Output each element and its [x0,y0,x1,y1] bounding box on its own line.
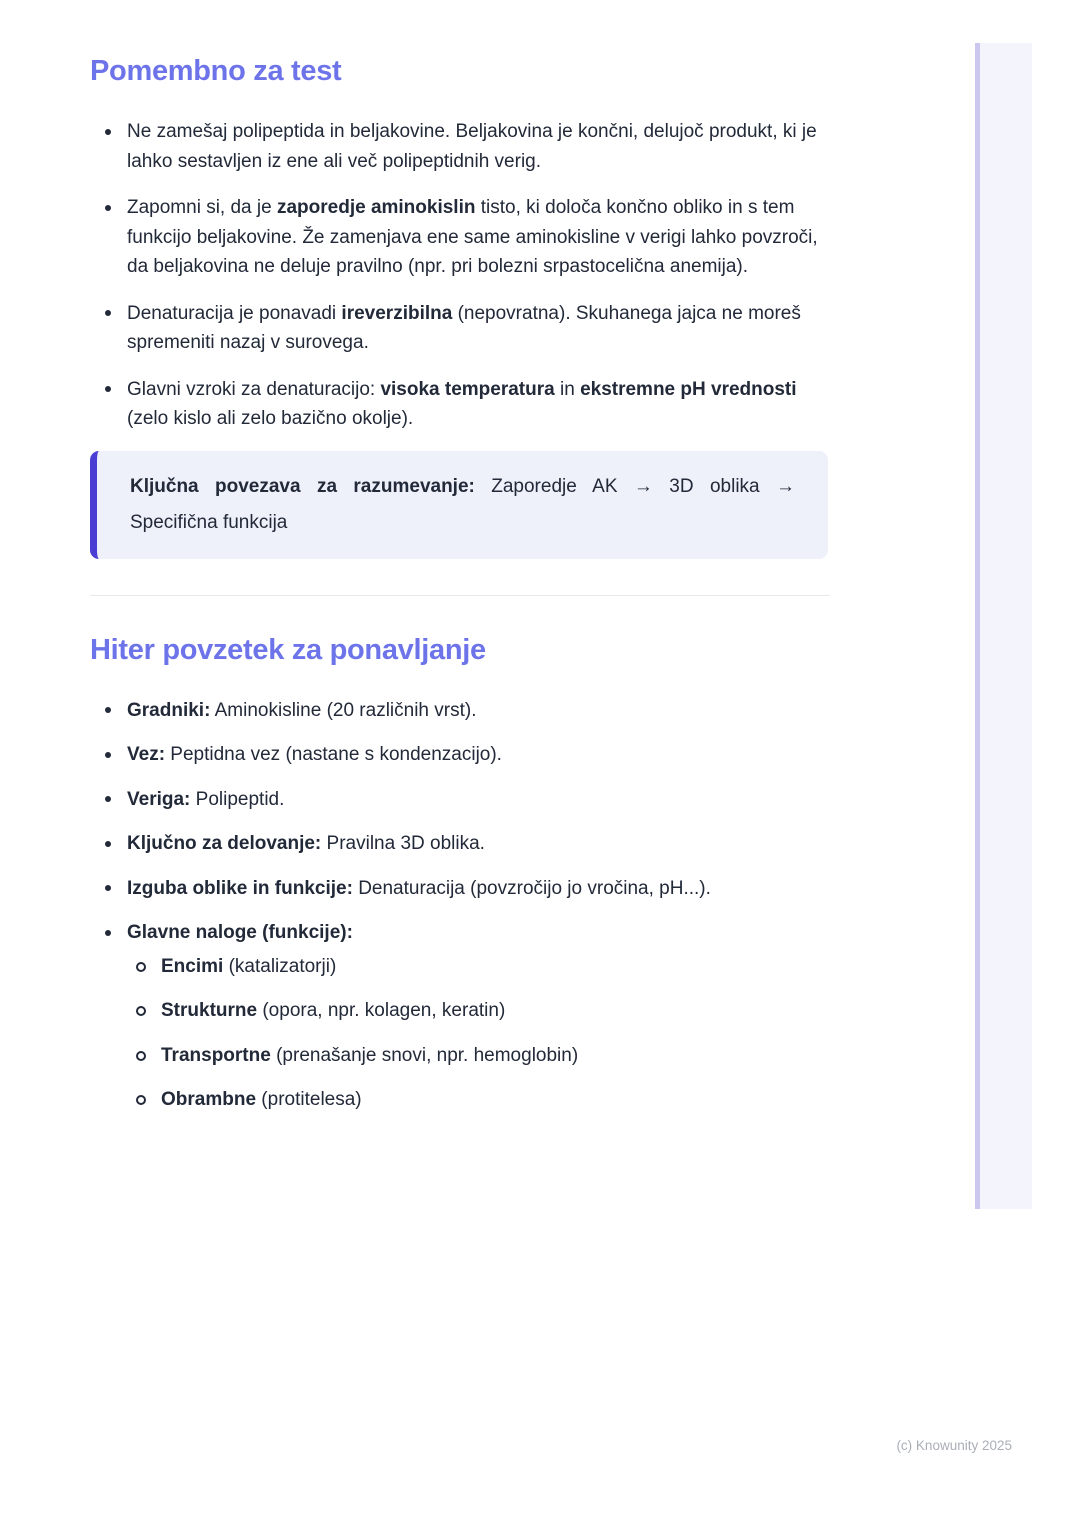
sub-list-item [127,1085,834,1115]
list-item [90,375,834,434]
bullet-dot-icon [105,841,111,847]
text-run: Specifična funkcija [130,511,288,533]
section-divider [90,595,830,596]
bold-text-run: Encimi [161,955,224,977]
bullet-circle-icon [136,1051,146,1061]
bullet-dot-icon [105,129,111,135]
list-item-text [127,833,485,854]
bold-text-run: Obrambne [161,1089,257,1110]
bold-text-run: Vez: [127,744,166,765]
list-item-text [127,303,801,354]
callout-text-line-1 [130,469,795,505]
bullet-dot-icon [105,796,111,802]
text-run: Zaporedje AK → 3D oblika → [474,475,795,497]
sub-list-item [127,1041,834,1071]
bold-text-run: ekstremne pH vrednosti [580,378,797,400]
list-item [90,299,834,358]
list-item [90,874,834,904]
text-run: Polipeptid. [190,788,285,810]
sub-list-item-text [161,956,336,977]
list-item-text [127,379,797,430]
list-item [90,117,834,176]
bullet-dot-icon [105,752,111,758]
bullet-dot-icon [105,930,111,936]
bold-text-run: Transportne [161,1044,271,1066]
bullet-dot-icon [105,707,111,713]
text-run: Denaturacija je ponavadi [127,302,342,324]
section-title-pomembno: Pomembno za test [90,55,342,87]
sub-list-item-text [161,1000,505,1021]
sub-list [127,952,834,1115]
text-run: Ne zamešaj polipeptida in beljakovine. Beljakovina je končni, delujoč produkt, ki je lahko sestavljen iz ene ali več polipeptidnih verig. [127,121,817,172]
sub-list-item-text [161,1089,362,1110]
list-item [90,829,834,859]
bold-text-run: visoka temperatura [380,378,555,400]
text-run: Zapomni si, da je [127,197,277,218]
list-item-text [127,197,818,277]
list-item-text [127,922,353,943]
text-run: Denaturacija (povzročijo jo vročina, pH...). [352,877,711,899]
text-run: in [554,378,581,400]
text-run: (prenašanje snovi, npr. hemoglobin) [270,1044,579,1066]
copyright-footer: (c) Knowunity 2025 [896,1438,1012,1453]
list-item [90,193,834,282]
sub-list-item [127,996,834,1026]
bullet-circle-icon [136,1006,146,1016]
bullet-circle-icon [136,1095,146,1105]
bullet-circle-icon [136,962,146,972]
bold-text-run: Veriga: [127,788,191,810]
page-margin-stripe [975,43,1032,1209]
bold-text-run: Gradniki: [127,699,211,721]
text-run: Peptidna vez (nastane s kondenzacijo). [165,744,502,765]
bullet-dot-icon [105,885,111,891]
notes-content [90,55,834,1130]
list-item [90,785,834,815]
bullet-dot-icon [105,386,111,392]
bold-text-run: Ključno za delovanje: [127,833,322,854]
text-run: (protitelesa) [256,1089,362,1110]
section-title-hiter-povzetek: Hiter povzetek za ponavljanje [90,633,486,666]
text-run: Glavni vzroki za denaturacijo: [127,378,381,400]
list-item [90,740,834,770]
list-item-text [127,744,502,765]
text-run: (zelo kislo ali zelo bazično okolje). [127,408,414,429]
text-run: Aminokisline (20 različnih vrst). [210,699,477,721]
bold-text-run: Ključna povezava za razumevanje: [130,475,475,497]
callout-text-line-2 [130,505,795,541]
bullet-list-pomembno [90,117,834,434]
list-item-text [127,878,711,899]
section-pomembno-za-test [90,55,834,434]
bold-text-run: Izguba oblike in funkcije: [127,877,353,899]
text-run: Pravilna 3D oblika. [321,833,485,854]
text-run: (nepovratna). Skuhanega jajca ne moreš spremeniti nazaj v surovega. [127,302,801,353]
list-item-text [127,700,477,721]
key-insight-callout [90,451,828,559]
bullet-list-hiter-povzetek [90,696,834,1115]
bold-text-run: Glavne naloge (funkcije): [127,922,353,943]
sub-list-item [127,952,834,982]
bold-text-run: ireverzibilna [341,302,453,324]
list-item [90,918,834,1115]
list-item-text [127,121,817,172]
list-item [90,696,834,726]
text-run: (opora, npr. kolagen, keratin) [257,1000,506,1021]
bullet-dot-icon [105,310,111,316]
bullet-dot-icon [105,205,111,211]
list-item-text [127,789,284,810]
section-hiter-povzetek [90,634,834,1115]
bold-text-run: zaporedje aminokislin [276,197,476,218]
text-run: tisto, ki določa končno obliko in s tem funkcijo beljakovine. Že zamenjava ene same aminokisline v verigi lahko povzroči, da beljakovina ne deluje pravilno (npr. pri bolezni srpastocelična anemija). [127,197,818,277]
text-run: (katalizatorji) [223,955,337,977]
bold-text-run: Strukturne [161,1000,258,1021]
sub-list-item-text [161,1045,578,1066]
